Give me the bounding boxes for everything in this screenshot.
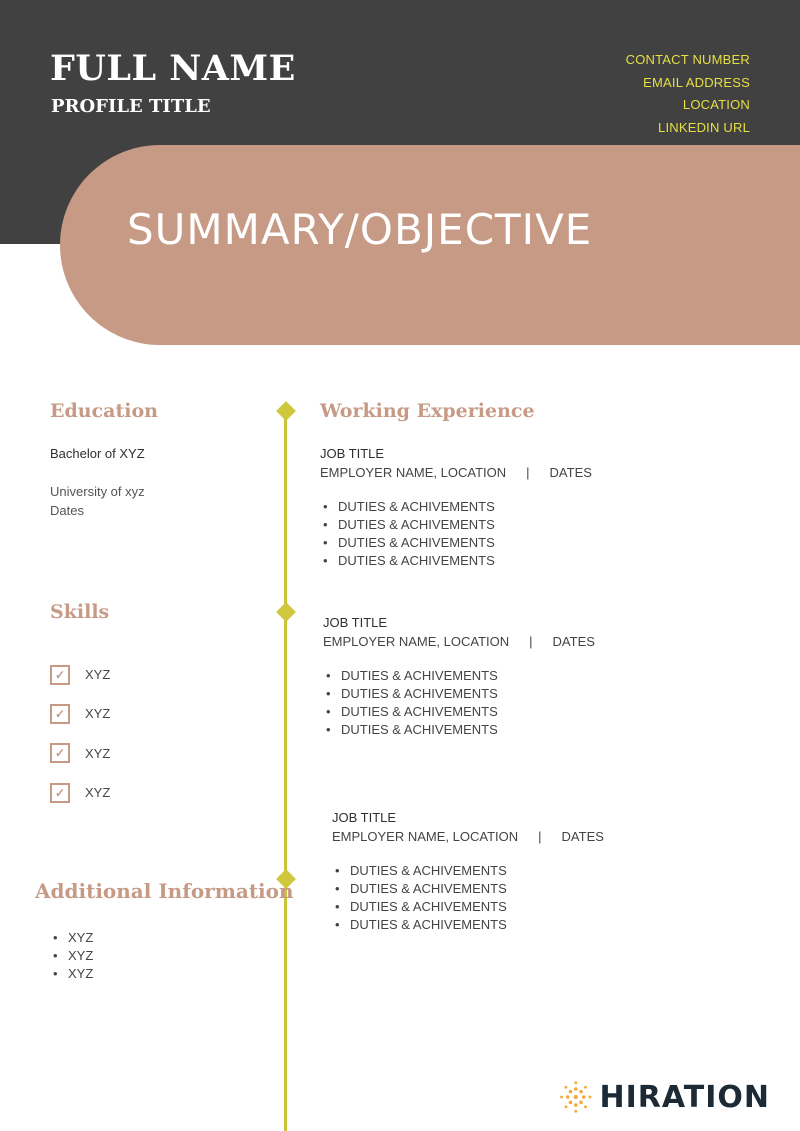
list-item: • DUTIES & ACHIVEMENTS bbox=[332, 862, 604, 880]
skill-item bbox=[50, 694, 110, 733]
employer-name: EMPLOYER NAME, LOCATION bbox=[323, 634, 510, 649]
job-title: JOB TITLE bbox=[323, 615, 388, 630]
education-degree: Bachelor of XYZ bbox=[50, 446, 145, 461]
list-item: • XYZ bbox=[50, 947, 93, 965]
list-item: • DUTIES & ACHIVEMENTS bbox=[323, 667, 595, 685]
checkbox-icon: ✓ bbox=[50, 783, 70, 803]
job-meta bbox=[332, 829, 604, 844]
timeline-marker bbox=[276, 401, 296, 421]
list-item: • XYZ bbox=[50, 929, 93, 947]
skill-label: XYZ bbox=[85, 706, 111, 722]
education-dates: Dates bbox=[50, 503, 84, 518]
summary-title: SUMMARY/OBJECTIVE bbox=[127, 205, 593, 254]
list-item: • DUTIES & ACHIVEMENTS bbox=[332, 898, 604, 916]
duties-list bbox=[332, 862, 604, 934]
education-school: University of xyz bbox=[50, 484, 145, 499]
job-meta bbox=[320, 465, 592, 480]
additional-info-list bbox=[50, 929, 93, 983]
list-item: • DUTIES & ACHIVEMENTS bbox=[320, 516, 592, 534]
job-title: JOB TITLE bbox=[320, 446, 385, 461]
duties-list bbox=[320, 498, 592, 570]
education-details bbox=[50, 482, 145, 520]
skill-item bbox=[50, 773, 110, 812]
checkbox-icon: ✓ bbox=[50, 743, 70, 763]
skills-list bbox=[50, 655, 110, 812]
skill-label: XYZ bbox=[85, 785, 111, 801]
employer-name: EMPLOYER NAME, LOCATION bbox=[320, 465, 507, 480]
profile-title: PROFILE TITLE bbox=[51, 96, 211, 117]
list-item: • DUTIES & ACHIVEMENTS bbox=[323, 685, 595, 703]
timeline-line bbox=[284, 411, 287, 1131]
skills-heading: Skills bbox=[50, 601, 110, 623]
separator: | bbox=[526, 465, 530, 480]
list-item: • XYZ bbox=[50, 965, 93, 983]
job-title: JOB TITLE bbox=[332, 810, 397, 825]
additional-info-heading: Additional Information bbox=[35, 879, 294, 903]
logo-text: HIRATION bbox=[599, 1079, 770, 1115]
job-dates: DATES bbox=[549, 465, 592, 480]
hiration-dots-icon bbox=[558, 1077, 594, 1117]
job-meta bbox=[323, 634, 595, 649]
list-item: • DUTIES & ACHIVEMENTS bbox=[320, 534, 592, 552]
checkbox-icon: ✓ bbox=[50, 665, 70, 685]
list-item: • DUTIES & ACHIVEMENTS bbox=[320, 552, 592, 570]
list-item: • DUTIES & ACHIVEMENTS bbox=[332, 880, 604, 898]
separator: | bbox=[538, 829, 542, 844]
contact-number: CONTACT NUMBER bbox=[625, 52, 750, 67]
skill-item bbox=[50, 655, 110, 694]
experience-heading: Working Experience bbox=[320, 400, 535, 422]
email-address: EMAIL ADDRESS bbox=[643, 74, 750, 90]
job-dates: DATES bbox=[561, 829, 604, 844]
separator: | bbox=[529, 634, 533, 649]
checkbox-icon: ✓ bbox=[50, 704, 70, 724]
list-item: • DUTIES & ACHIVEMENTS bbox=[320, 498, 592, 516]
full-name: FULL NAME bbox=[50, 48, 296, 89]
list-item: • DUTIES & ACHIVEMENTS bbox=[323, 721, 595, 739]
job-entry bbox=[332, 810, 604, 934]
timeline-marker bbox=[276, 602, 296, 622]
education-heading: Education bbox=[50, 400, 158, 422]
job-entry bbox=[320, 446, 592, 570]
skill-label: XYZ bbox=[85, 667, 111, 683]
duties-list bbox=[323, 667, 595, 739]
skill-label: XYZ bbox=[85, 745, 111, 761]
contact-block bbox=[626, 49, 750, 139]
skill-item bbox=[50, 734, 110, 773]
hiration-logo bbox=[558, 1073, 770, 1121]
location: LOCATION bbox=[682, 97, 750, 112]
list-item: • DUTIES & ACHIVEMENTS bbox=[332, 916, 604, 934]
list-item: • DUTIES & ACHIVEMENTS bbox=[323, 703, 595, 721]
employer-name: EMPLOYER NAME, LOCATION bbox=[332, 829, 519, 844]
job-entry bbox=[323, 615, 595, 739]
linkedin-url: LINKEDIN URL bbox=[658, 119, 750, 135]
job-dates: DATES bbox=[552, 634, 595, 649]
